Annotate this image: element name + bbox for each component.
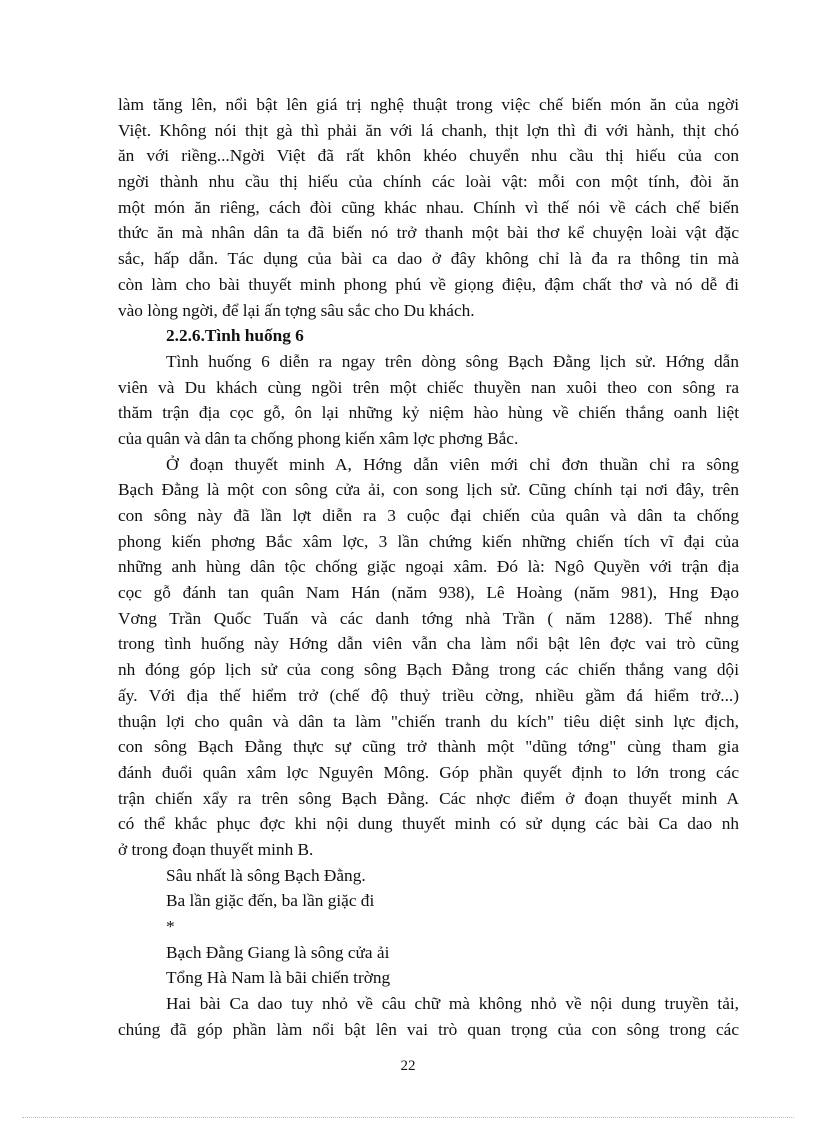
page-body <box>118 92 739 1042</box>
text-line: phong kiến phơng Bắc xâm lợc, 3 lần chứng kiến những chiến tích vĩ đại của <box>118 531 739 551</box>
text-line: một món ăn riêng, cách đòi cũng khác nhau. Chính vì thế nói về cách chế biến <box>118 197 739 217</box>
text-line: con sông Bạch Đằng thực sự cũng trở thành một "dũng tớng" cùng tham gia <box>118 737 739 757</box>
text-line: Tình huống 6 diễn ra ngay trên dòng sông Bạch Đằng lịch sử. Hớng dẫn <box>166 351 739 371</box>
text-line: thuận lợi cho quân và dân ta làm "chiến tranh du kích" tiêu diệt sinh lực địch, <box>118 711 739 731</box>
text-line: ấy. Với địa thế hiểm trở (chế độ thuỷ triều cờng, nhiều gầm đá hiểm trở...) <box>118 685 739 705</box>
text-line: ở trong đoạn thuyết minh B. <box>118 839 314 859</box>
section-heading: 2.2.6.Tình huống 6 <box>166 326 304 346</box>
text-line: nh đóng góp lịch sử của cong sông Bạch Đằng trong các chiến thắng vang dội <box>118 660 739 680</box>
text-line: đánh đuổi quân xâm lợc Nguyên Mông. Góp phần quyết định to lớn trong các <box>118 762 739 782</box>
verse-separator: * <box>166 917 175 936</box>
text-line: làm tăng lên, nổi bật lên giá trị nghệ thuật trong việc chế biến món ăn của ngời <box>118 95 739 114</box>
verse-line: Tổng Hà Nam là bãi chiến trờng <box>166 968 391 988</box>
page-bottom-divider <box>22 1117 794 1118</box>
text-line: Vơng Trần Quốc Tuấn và các danh tớng nhà Trần ( năm 1288). Thế nhng <box>118 608 739 628</box>
text-line: Ở đoạn thuyết minh A, Hớng dẫn viên mới chỉ đơn thuần chỉ ra sông <box>166 454 739 474</box>
text-line: cọc gỗ đánh tan quân Nam Hán (năm 938), Lê Hoàng (năm 981), Hng Đạo <box>118 583 739 603</box>
text-line: thức ăn mà nhân dân ta đã biến nó trở thanh một bài thơ kể chuyện loài vật đặc <box>118 223 739 243</box>
verse-line: Ba lần giặc đến, ba lần giặc đi <box>166 891 375 911</box>
text-line: những anh hùng dân tộc chống giặc ngoại xâm. Đó là: Ngô Quyền với trận địa <box>118 557 739 577</box>
text-line: còn làm cho bài thuyết minh phong phú về giọng điệu, đậm chất thơ và nó dễ đi <box>118 274 739 294</box>
page-number: 22 <box>400 1058 416 1074</box>
text-line: của quân và dân ta chống phong kiến xâm lợc phơng Bắc. <box>118 428 519 448</box>
verse-line: Sâu nhất là sông Bạch Đằng. <box>166 865 366 885</box>
text-line: sắc, hấp dẫn. Tác dụng của bài ca dao ở đây không chỉ là đa ra thông tin mà <box>118 249 739 269</box>
text-line: Việt. Không nói thịt gà thì phải ăn với lá chanh, thịt lợn thì đi với hành, thịt chó <box>118 120 739 140</box>
text-line: viên và Du khách cùng ngồi trên một chiếc thuyền nan xuôi theo con sông ra <box>118 377 739 397</box>
text-line: trận chiến xẩy ra trên sông Bạch Đằng. Các nhợc điểm ở đoạn thuyết minh A <box>118 788 739 808</box>
text-line: chúng đã góp phần làm nổi bật lên vai trò quan trọng của con sông trong các <box>118 1019 739 1039</box>
text-line: con sông này đã lần lợt diễn ra 3 cuộc đại chiến của quân và dân ta chống <box>118 506 739 525</box>
text-line: Hai bài Ca dao tuy nhỏ về câu chữ mà không nhỏ về nội dung truyền tải, <box>166 994 739 1014</box>
text-line: vào lòng ngời, để lại ấn tợng sâu sắc cho Du khách. <box>118 300 475 320</box>
text-line: Bạch Đằng là một con sông cửa ải, con song lịch sử. Cũng chính tại nơi đây, trên <box>118 480 739 500</box>
text-line: thăm trận địa cọc gỗ, ôn lại những kỷ niệm hào hùng về chiến thắng oanh liệt <box>118 403 739 423</box>
text-line: ăn với riềng...Ngời Việt đã rất khôn khéo chuyển nhu cầu thị hiếu của con <box>118 146 739 166</box>
verse-line: Bạch Đằng Giang là sông cửa ải <box>166 942 390 962</box>
text-line: ngời thành nhu cầu thị hiếu của chính các loài vật: mỗi con một tính, đòi ăn <box>118 172 739 192</box>
text-line: trong tình huống này Hớng dẫn viên vẫn cha làm nổi bật lên đợc vai trò cũng <box>118 634 739 654</box>
text-line: có thể khắc phục đợc khi nội dung thuyết minh có sử dụng các bài Ca dao nh <box>118 814 739 834</box>
